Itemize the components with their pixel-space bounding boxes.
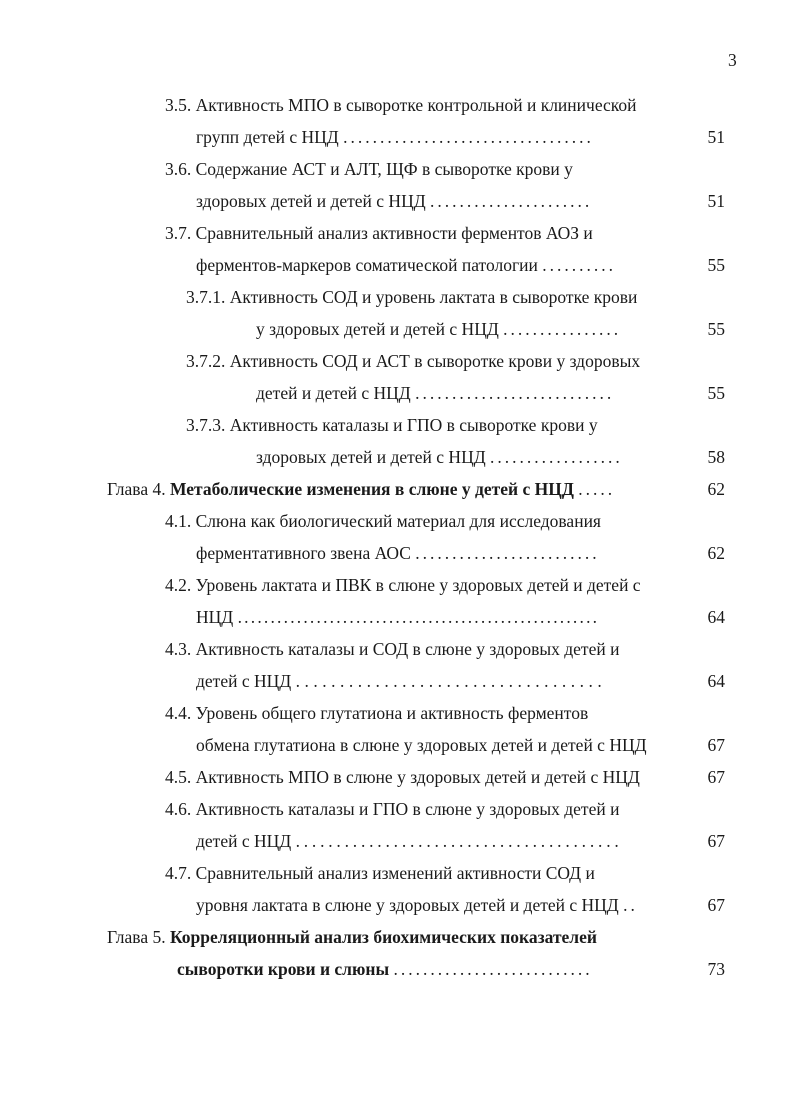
toc-page-number: 58 (707, 447, 725, 467)
toc-chapter-title-continued: сыворотки крови и слюны ........................... (177, 959, 593, 979)
toc-entry-title-continued: ферментов-маркеров соматической патологии .......... (196, 255, 616, 275)
toc-page-number: 51 (707, 191, 725, 211)
toc-entry-title: 3.7.2. Активность СОД и АСТ в сыворотке крови у здоровых (186, 351, 641, 371)
toc-entry-title: 3.5. Активность МПО в сыворотке контрольной и клинической (165, 95, 637, 115)
leader-dots: ...................... (430, 191, 593, 211)
toc-entry-title-continued: у здоровых детей и детей с НЦД ................ (256, 319, 622, 339)
leader-dots: ................................... (295, 671, 607, 691)
leader-dots: .......... (542, 255, 616, 275)
toc-entry-title-continued: обмена глутатиона в слюне у здоровых детей и детей с НЦД (196, 735, 647, 755)
leader-dots: ........................................ (295, 831, 623, 851)
leader-dots: .................. (490, 447, 623, 467)
leader-dots: ........................... (393, 959, 593, 979)
toc-entry-title: 3.7.3. Активность каталазы и ГПО в сыворотке крови у (186, 415, 598, 435)
page-number: 3 (728, 50, 737, 70)
toc-chapter-title (107, 477, 615, 501)
toc-chapter-title (107, 925, 597, 949)
toc-entry-title: 3.7.1. Активность СОД и уровень лактата в сыворотке крови (186, 287, 638, 307)
toc-entry-title-continued: здоровых детей и детей с НЦД ...................... (196, 191, 593, 211)
toc-entry-title: 3.7. Сравнительный анализ активности ферментов АОЗ и (165, 223, 593, 243)
leader-dots: ......................... (415, 543, 600, 563)
toc-page-number: 67 (707, 767, 725, 787)
toc-page-number: 62 (707, 479, 725, 499)
toc-entry-title: 4.1. Слюна как биологический материал для исследования (165, 511, 601, 531)
toc-entry-title-continued: НЦД ....................................................... (196, 607, 600, 627)
toc-page-number: 67 (707, 831, 725, 851)
toc-entry-title: 4.3. Активность каталазы и СОД в слюне у здоровых детей и (165, 639, 620, 659)
toc-entry-title-continued: детей с НЦД ........................................ (196, 831, 623, 851)
toc-page-number: 55 (707, 255, 725, 275)
toc-page-number: 55 (707, 383, 725, 403)
toc-entry-title: 3.6. Содержание АСТ и АЛТ, ЩФ в сыворотке крови у (165, 159, 573, 179)
toc-entry-title-continued: здоровых детей и детей с НЦД .................. (256, 447, 623, 467)
toc-entry-title-continued: детей с НЦД ................................... (196, 671, 607, 691)
leader-dots: .................................. (343, 127, 594, 147)
toc-entry-title: 4.4. Уровень общего глутатиона и активность ферментов (165, 703, 589, 723)
leader-dots: ....................................................... (237, 607, 600, 627)
toc-entry-title: 4.7. Сравнительный анализ изменений активности СОД и (165, 863, 595, 883)
chapter-title-bold: Корреляционный анализ биохимических показателей (169, 927, 597, 947)
toc-page-number: 67 (707, 735, 725, 755)
toc-entry-title-continued: ферментативного звена АОС ......................... (196, 543, 600, 563)
chapter-prefix: Глава 5. (107, 927, 170, 947)
leader-dots: ..... (578, 479, 616, 499)
chapter-prefix: Глава 4. (107, 479, 170, 499)
toc-page-number: 64 (707, 607, 725, 627)
toc-entry-title-continued: детей и детей с НЦД ........................... (256, 383, 615, 403)
toc-page-number: 62 (707, 543, 725, 563)
leader-dots: .. (623, 895, 638, 915)
toc-entry-title: 4.6. Активность каталазы и ГПО в слюне у здоровых детей и (165, 799, 620, 819)
toc-page-number: 73 (707, 959, 725, 979)
chapter-title-bold: Метаболические изменения в слюне у детей с НЦД (169, 479, 574, 499)
toc-entry-title: 4.2. Уровень лактата и ПВК в слюне у здоровых детей и детей с (165, 575, 641, 595)
toc-entry-title: 4.5. Активность МПО в слюне у здоровых детей и детей с НЦД (165, 767, 640, 787)
toc-entry-title-continued: уровня лактата в слюне у здоровых детей и детей с НЦД .. (196, 895, 638, 915)
toc-page-number: 51 (707, 127, 725, 147)
toc-page-number: 64 (707, 671, 725, 691)
toc-entry-title-continued: групп детей с НЦД .................................. (196, 127, 594, 147)
leader-dots: ................ (503, 319, 622, 339)
toc-page-number: 55 (707, 319, 725, 339)
leader-dots: ........................... (415, 383, 615, 403)
toc-page-number: 67 (707, 895, 725, 915)
